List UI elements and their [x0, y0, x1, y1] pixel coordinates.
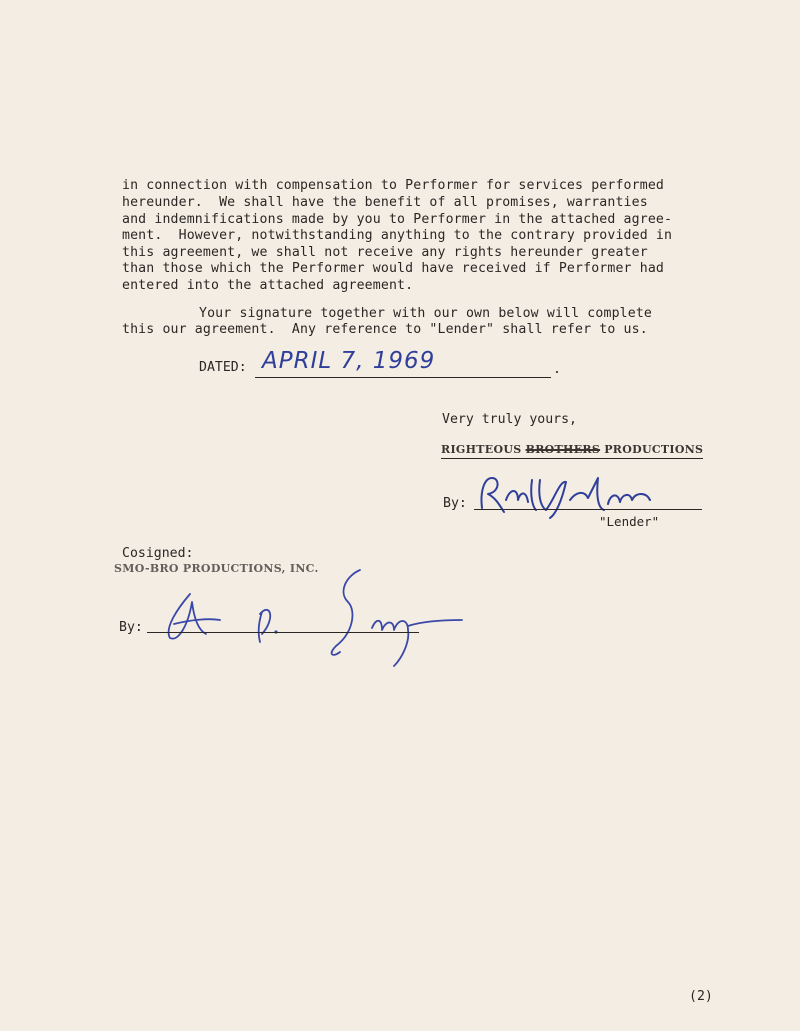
text-line: Your signature together with our own below will complete	[199, 306, 653, 321]
company-line	[441, 458, 703, 459]
lender-company-name	[441, 443, 703, 456]
text-line: in connection with compensation to Performer for services performed	[122, 178, 664, 193]
dated-label: DATED:	[199, 360, 247, 375]
date-line	[255, 377, 551, 378]
cosign-company-name: SMO-BRO PRODUCTIONS, INC.	[114, 562, 319, 575]
page-number: (2)	[689, 989, 713, 1004]
lender-by-label: By:	[443, 496, 467, 511]
company-name-struck-word: BROTHERS	[525, 443, 601, 456]
closing-salutation: Very truly yours,	[442, 412, 577, 427]
text-line: this agreement, we shall not receive any rights hereunder greater	[122, 245, 648, 260]
text-line: than those which the Performer would have received if Performer had	[122, 261, 664, 276]
text-line: this our agreement. Any reference to "Lender" shall refer to us.	[122, 322, 648, 337]
text-line: ment. However, notwithstanding anything to the contrary provided in	[122, 228, 673, 243]
company-name-prefix: RIGHTEOUS	[441, 443, 526, 456]
date-period: .	[553, 362, 561, 377]
cosign-by-label: By:	[119, 620, 143, 635]
cosign-signature-line	[147, 632, 419, 633]
company-name-suffix: PRODUCTIONS	[600, 443, 704, 456]
handwritten-date: APRIL 7, 1969	[262, 348, 436, 374]
text-line: entered into the attached agreement.	[122, 278, 414, 293]
lender-signature-line	[474, 509, 702, 510]
text-line: hereunder. We shall have the benefit of all promises, warranties	[122, 195, 648, 210]
lender-signature	[470, 470, 670, 520]
text-line: and indemnifications made by you to Performer in the attached agree-	[122, 212, 673, 227]
lender-role-label: "Lender"	[599, 514, 660, 529]
cosign-signature	[150, 562, 470, 672]
cosigned-label: Cosigned:	[122, 546, 194, 561]
